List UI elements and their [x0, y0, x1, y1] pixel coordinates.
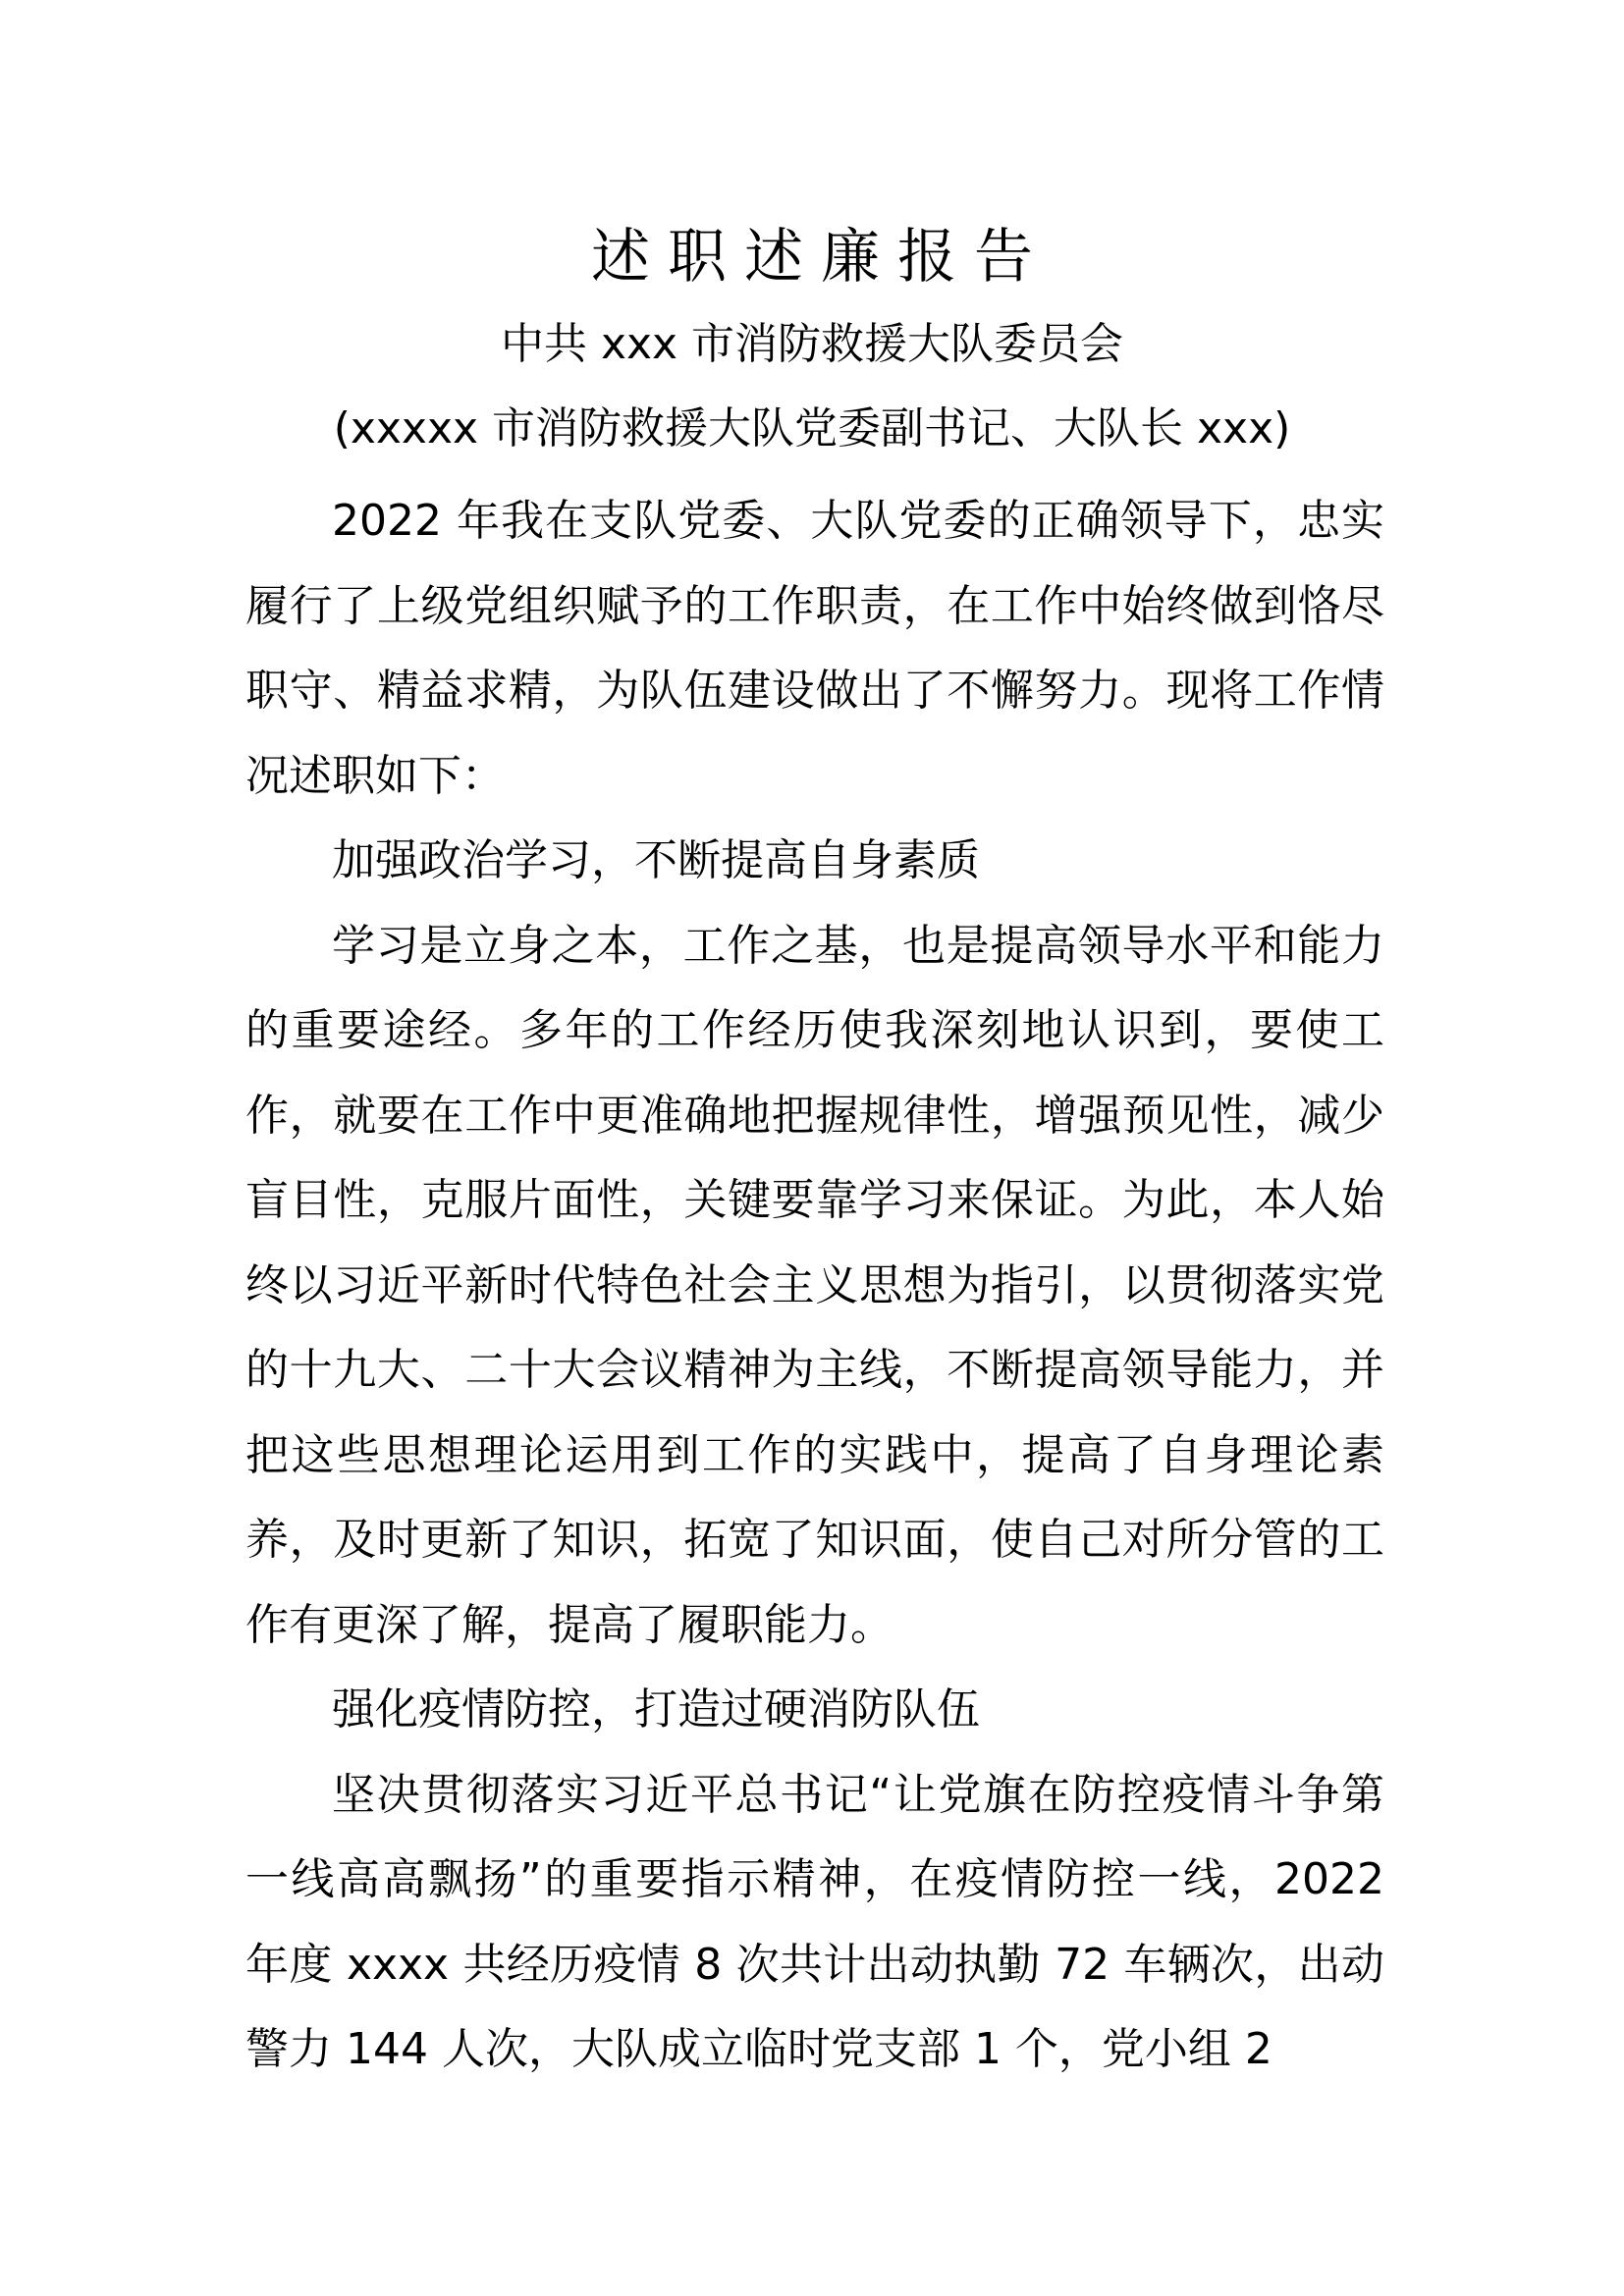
- document-body: [245, 479, 1384, 2093]
- section-heading-political-study: 加强政治学习，不断提高自身素质: [332, 835, 980, 885]
- document-title: 述职述廉报告: [591, 223, 1051, 292]
- section-heading-epidemic-control: 强化疫情防控，打造过硬消防队伍: [332, 1684, 980, 1735]
- paragraph-political-study: 学习是立身之本，工作之基，也是提高领导水平和能力的重要途经。多年的工作经历使我深刻地认识到，要使工作，就要在工作中更准确地把握规律性，增强预见性，减少盲目性，克服片面性，关键要靠学习来保证。为此，本人始终以习近平新时代特色社会主义思想为指引，以贯彻落实党的十九大、二十大会议精神为主线，不断提高领导能力，并把这些思想理论运用到工作的实践中，提高了自身理论素养，及时更新了知识，拓宽了知识面，使自己对所分管的工作有更深了解，提高了履职能力。: [245, 920, 1384, 1650]
- paragraph-epidemic-control: 坚决贯彻落实习近平总书记“让党旗在防控疫情斗争第一线高高飘扬”的重要指示精神，在疫情防控一线，2022 年度 xxxx 共经历疫情 8 次共计出动执勤 72 车辆次，出动警力 144 人次，大队成立临时党支部 1 个，党小组 2: [245, 1769, 1384, 2074]
- document-subtitle: 中共 xxx 市消防救援大队委员会: [500, 319, 1124, 369]
- author-line: (xxxxx 市消防救援大队党委副书记、大队长 xxx): [333, 403, 1291, 454]
- paragraph-intro: 2022 年我在支队党委、大队党委的正确领导下，忠实履行了上级党组织赋予的工作职责，在工作中始终做到恪尽职守、精益求精，为队伍建设做出了不懈努力。现将工作情况述职如下：: [245, 496, 1384, 801]
